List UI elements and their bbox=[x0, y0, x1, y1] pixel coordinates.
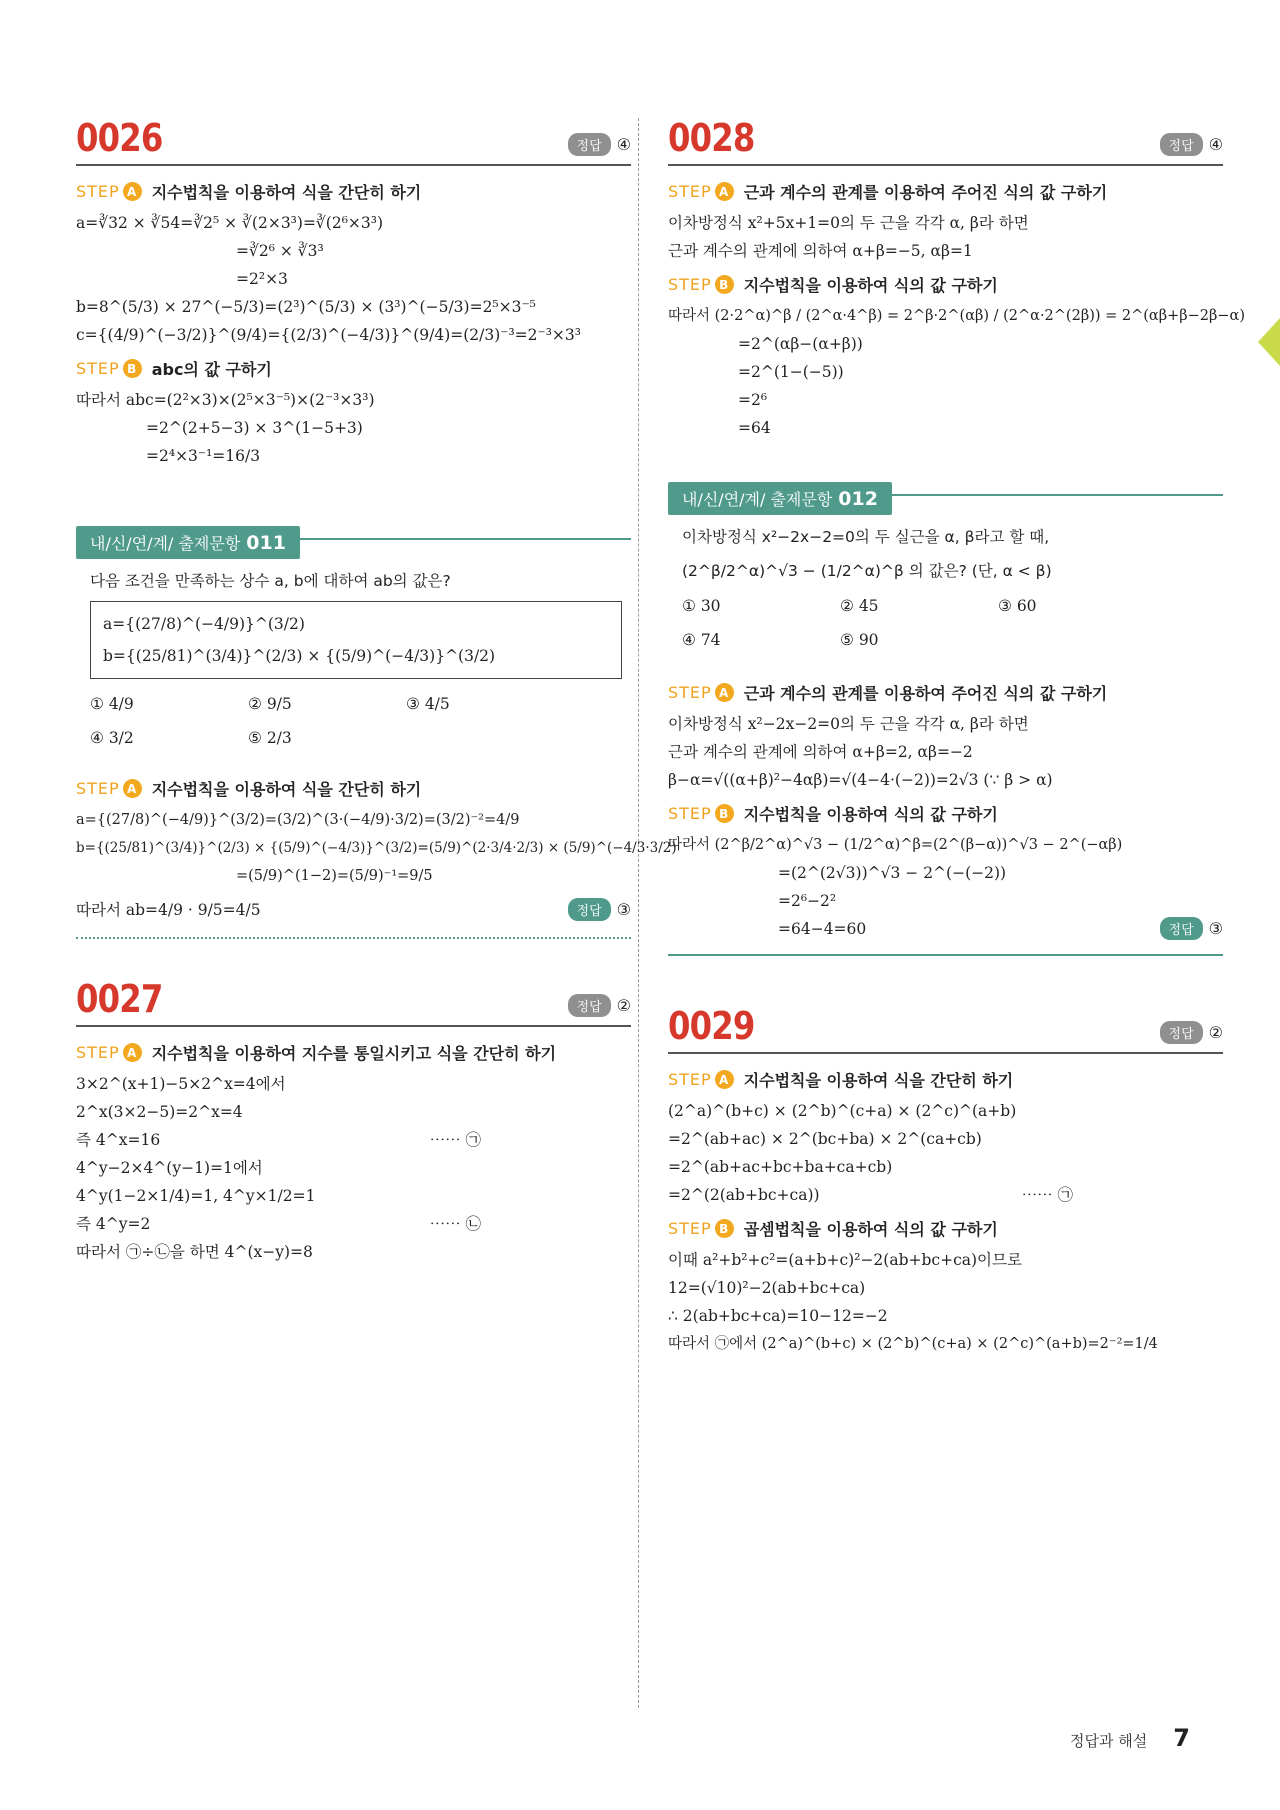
step-letter-badge: B bbox=[715, 804, 734, 823]
step-title: 지수법칙을 이용하여 식의 값 구하기 bbox=[743, 805, 998, 824]
callout-header bbox=[76, 526, 631, 559]
equation-mark: ⋯⋯ ㉠ bbox=[429, 1131, 481, 1149]
step-label bbox=[76, 359, 142, 378]
step-b-heading bbox=[76, 357, 631, 380]
math-line: =64 bbox=[738, 419, 771, 437]
problem-0028 bbox=[668, 108, 1245, 442]
choice-item: ④ 74 bbox=[682, 631, 721, 649]
step-letter-badge: A bbox=[715, 683, 734, 702]
problem-0026 bbox=[76, 108, 631, 470]
math-line: 따라서 ㉠÷㉡을 하면 4^(x−y)=8 bbox=[76, 1243, 313, 1261]
step-b-heading bbox=[668, 802, 1223, 825]
math-line: 3×2^(x+1)−5×2^x=4에서 bbox=[76, 1075, 286, 1093]
answer-label: 정답 bbox=[568, 994, 611, 1017]
page-footer bbox=[1070, 1724, 1190, 1752]
math-line: =2⁶ bbox=[738, 391, 768, 409]
answer-label: 정답 bbox=[1160, 1021, 1203, 1044]
answer-value: ④ bbox=[1208, 135, 1223, 154]
answer-value: ② bbox=[616, 996, 631, 1015]
choice-item: ③ 4/5 bbox=[406, 695, 450, 713]
problem-number: 0027 bbox=[76, 977, 163, 1021]
step-word: STEP bbox=[668, 182, 712, 201]
answer-label: 정답 bbox=[568, 133, 611, 156]
step-label bbox=[76, 1043, 142, 1062]
math-line bbox=[76, 1210, 631, 1238]
step-a-heading bbox=[668, 1068, 1223, 1091]
answer-value: ④ bbox=[616, 135, 631, 154]
math-line: =2²×3 bbox=[236, 270, 288, 288]
step-word: STEP bbox=[668, 1070, 712, 1089]
math-line: 이차방정식 x²+5x+1=0의 두 근을 각각 α, β라 하면 bbox=[668, 214, 1029, 232]
page-number: 7 bbox=[1173, 1724, 1190, 1752]
step-word: STEP bbox=[76, 182, 120, 201]
step-word: STEP bbox=[76, 359, 120, 378]
step-letter-badge: A bbox=[123, 182, 142, 201]
math-line: =∛2⁶ × ∛3³ bbox=[236, 242, 324, 260]
problem-number: 0029 bbox=[668, 1004, 755, 1048]
step-a-heading bbox=[76, 777, 631, 800]
math-line: (2^a)^(b+c) × (2^b)^(c+a) × (2^c)^(a+b) bbox=[668, 1102, 1017, 1120]
equation-mark: ⋯⋯ ㉠ bbox=[1021, 1186, 1073, 1204]
math-line: a={(27/8)^(−4/9)}^(3/2)=(3/2)^(3·(−4/9)·3/2)=(3/2)⁻²=4/9 bbox=[76, 812, 520, 828]
math-line: b=8^(5/3) × 27^(−5/3)=(2³)^(5/3) × (3³)^(−5/3)=2⁵×3⁻⁵ bbox=[76, 298, 536, 316]
math-line: a=∛32 × ∛54=∛2⁵ × ∛(2×3³)=∛(2⁶×3³) bbox=[76, 214, 384, 232]
step-letter-badge: B bbox=[123, 359, 142, 378]
step-a-heading bbox=[668, 681, 1223, 704]
math-line bbox=[668, 1181, 1223, 1209]
step-title: 지수법칙을 이용하여 식을 간단히 하기 bbox=[151, 183, 422, 202]
callout-badge bbox=[76, 526, 300, 559]
condition-b: b={(25/81)^(3/4)}^(2/3) × {(5/9)^(−4/3)}^(3/2) bbox=[103, 647, 496, 665]
step-a-heading bbox=[76, 1041, 631, 1064]
problem-0029 bbox=[668, 996, 1223, 1358]
step-title: abc의 값 구하기 bbox=[151, 360, 272, 379]
step-title: 지수법칙을 이용하여 식을 간단히 하기 bbox=[743, 1071, 1014, 1090]
step-letter-badge: B bbox=[715, 275, 734, 294]
math-text: 즉 4^x=16 bbox=[76, 1131, 161, 1149]
math-line: 따라서 ab=4/9 · 9/5=4/5 bbox=[76, 901, 261, 919]
math-line: 따라서 (2^β/2^α)^√3 − (1/2^α)^β=(2^(β−α))^√3 − 2^(−αβ) bbox=[668, 837, 1123, 853]
choice-item: ② 9/5 bbox=[248, 695, 292, 713]
step-letter-badge: B bbox=[715, 1219, 734, 1238]
math-line: =2^(1−(−5)) bbox=[738, 363, 844, 381]
math-line: =64−4=60 bbox=[778, 920, 867, 938]
answer-tag bbox=[1160, 133, 1223, 156]
math-line: 12=(√10)²−2(ab+bc+ca) bbox=[668, 1279, 866, 1297]
answer-value: ③ bbox=[1208, 919, 1223, 938]
math-line: c={(4/9)^(−3/2)}^(9/4)={(2/3)^(−4/3)}^(9/4)=(2/3)⁻³=2⁻³×3³ bbox=[76, 326, 581, 344]
problem-number: 0026 bbox=[76, 116, 163, 160]
math-text: 즉 4^y=2 bbox=[76, 1215, 151, 1233]
math-line: 2^x(3×2−5)=2^x=4 bbox=[76, 1103, 243, 1121]
step-label bbox=[668, 275, 734, 294]
math-line: 4^y(1−2×1/4)=1, 4^y×1/2=1 bbox=[76, 1187, 316, 1205]
step-label bbox=[76, 182, 142, 201]
math-line: =2^(2+5−3) × 3^(1−5+3) bbox=[146, 419, 363, 437]
step-title: 근과 계수의 관계를 이용하여 주어진 식의 값 구하기 bbox=[743, 183, 1108, 202]
side-index-tab bbox=[1258, 318, 1280, 366]
choice-item: ⑤ 90 bbox=[840, 631, 879, 649]
callout-012 bbox=[668, 482, 1223, 956]
math-line: 4^y−2×4^(y−1)=1에서 bbox=[76, 1159, 263, 1177]
step-title: 근과 계수의 관계를 이용하여 주어진 식의 값 구하기 bbox=[743, 684, 1108, 703]
callout-header bbox=[668, 482, 1223, 515]
step-title: 지수법칙을 이용하여 지수를 통일시키고 식을 간단히 하기 bbox=[151, 1044, 557, 1063]
step-label bbox=[668, 182, 734, 201]
math-line: 따라서 ㉠에서 (2^a)^(b+c) × (2^b)^(c+a) × (2^c)^(a+b)=2⁻²=1/4 bbox=[668, 1336, 1158, 1352]
problem-header bbox=[668, 996, 1223, 1054]
math-line: =2^(ab+ac+bc+ba+ca+cb) bbox=[668, 1158, 893, 1176]
math-line: 따라서 abc=(2²×3)×(2⁵×3⁻⁵)×(2⁻³×3³) bbox=[76, 391, 375, 409]
choice-item: ④ 3/2 bbox=[90, 729, 134, 747]
step-word: STEP bbox=[668, 275, 712, 294]
step-label bbox=[668, 683, 734, 702]
callout-title: 내/신/연/계/ 출제문항 bbox=[682, 490, 833, 509]
callout-011 bbox=[76, 526, 677, 939]
math-line: 이때 a²+b²+c²=(a+b+c)²−2(ab+bc+ca)이므로 bbox=[668, 1251, 1022, 1269]
choice-item: ② 45 bbox=[840, 597, 879, 615]
math-line: =2^(αβ−(α+β)) bbox=[738, 335, 863, 353]
answer-tag bbox=[568, 133, 631, 156]
step-word: STEP bbox=[668, 683, 712, 702]
answer-tag bbox=[1160, 1021, 1223, 1044]
step-label bbox=[668, 1219, 734, 1238]
step-word: STEP bbox=[668, 1219, 712, 1238]
step-a-heading bbox=[76, 180, 631, 203]
step-label bbox=[668, 804, 734, 823]
math-line: 이차방정식 x²−2x−2=0의 두 근을 각각 α, β라 하면 bbox=[668, 715, 1029, 733]
column-divider bbox=[638, 118, 639, 1708]
answer-value: ③ bbox=[616, 900, 631, 919]
right-column bbox=[668, 108, 1245, 1358]
callout-title: 내/신/연/계/ 출제문항 bbox=[90, 534, 241, 553]
answer-label: 정답 bbox=[568, 898, 611, 921]
math-line: =2^(ab+ac) × 2^(bc+ba) × 2^(ca+cb) bbox=[668, 1130, 982, 1148]
callout-badge bbox=[668, 482, 892, 515]
left-column bbox=[76, 108, 677, 1266]
choice-list bbox=[90, 689, 631, 753]
step-a-heading bbox=[668, 180, 1223, 203]
answer-tag bbox=[668, 917, 1223, 940]
answer-tag bbox=[568, 994, 631, 1017]
callout-number: 011 bbox=[246, 531, 286, 554]
choice-item: ③ 60 bbox=[998, 597, 1037, 615]
step-letter-badge: A bbox=[123, 1043, 142, 1062]
equation-mark: ⋯⋯ ㉡ bbox=[429, 1215, 481, 1233]
answer-value: ② bbox=[1208, 1023, 1223, 1042]
step-b-heading bbox=[668, 273, 1223, 296]
problem-header bbox=[668, 108, 1223, 166]
step-word: STEP bbox=[76, 1043, 120, 1062]
step-letter-badge: A bbox=[715, 182, 734, 201]
step-letter-badge: A bbox=[715, 1070, 734, 1089]
math-line: =2⁴×3⁻¹=16/3 bbox=[146, 447, 261, 465]
callout-number: 012 bbox=[838, 487, 878, 510]
math-line: 따라서 (2·2^α)^β / (2^α·4^β) = 2^β·2^(αβ) / (2^α·2^(2β)) = 2^(αβ+β−2β−α) bbox=[668, 308, 1245, 324]
condition-a: a={(27/8)^(−4/9)}^(3/2) bbox=[103, 615, 305, 633]
math-line: β−α=√((α+β)²−4αβ)=√(4−4·(−2))=2√3 (∵ β > α) bbox=[668, 771, 1053, 789]
problem-header bbox=[76, 969, 631, 1027]
step-label bbox=[76, 779, 142, 798]
footer-label: 정답과 해설 bbox=[1070, 1732, 1148, 1750]
problem-0027 bbox=[76, 969, 631, 1266]
answer-label: 정답 bbox=[1160, 133, 1203, 156]
question-text: 이차방정식 x²−2x−2=0의 두 실근을 α, β라고 할 때, bbox=[682, 528, 1050, 546]
choice-item: ① 4/9 bbox=[90, 695, 134, 713]
problem-number: 0028 bbox=[668, 116, 755, 160]
math-line bbox=[76, 1126, 631, 1154]
step-title: 지수법칙을 이용하여 식의 값 구하기 bbox=[743, 276, 998, 295]
math-line: =2⁶−2² bbox=[778, 892, 837, 910]
math-line: b={(25/81)^(3/4)}^(2/3) × {(5/9)^(−4/3)}^(3/2)=(5/9)^(2·3/4·2/3) × (5/9)^(−4/3·3/2) bbox=[76, 840, 677, 856]
step-title: 곱셈법칙을 이용하여 식의 값 구하기 bbox=[743, 1220, 998, 1239]
problem-header bbox=[76, 108, 631, 166]
question-text: 다음 조건을 만족하는 상수 a, b에 대하여 ab의 값은? bbox=[90, 572, 451, 590]
step-b-heading bbox=[668, 1217, 1223, 1240]
math-line: 근과 계수의 관계에 의하여 α+β=2, αβ=−2 bbox=[668, 743, 973, 761]
condition-box bbox=[90, 601, 622, 679]
step-word: STEP bbox=[76, 779, 120, 798]
answer-label: 정답 bbox=[1160, 917, 1203, 940]
question-text: (2^β/2^α)^√3 − (1/2^α)^β 의 값은? (단, α < β) bbox=[682, 562, 1052, 580]
choice-item: ⑤ 2/3 bbox=[248, 729, 292, 747]
math-line: ∴ 2(ab+bc+ca)=10−12=−2 bbox=[668, 1307, 888, 1325]
math-text: =2^(2(ab+bc+ca)) bbox=[668, 1186, 820, 1204]
choice-item: ① 30 bbox=[682, 597, 721, 615]
math-line: 근과 계수의 관계에 의하여 α+β=−5, αβ=1 bbox=[668, 242, 973, 260]
choice-list bbox=[682, 591, 1223, 655]
math-line: =(5/9)^(1−2)=(5/9)⁻¹=9/5 bbox=[236, 868, 433, 884]
step-letter-badge: A bbox=[123, 779, 142, 798]
step-label bbox=[668, 1070, 734, 1089]
step-word: STEP bbox=[668, 804, 712, 823]
step-title: 지수법칙을 이용하여 식을 간단히 하기 bbox=[151, 780, 422, 799]
math-line: =(2^(2√3))^√3 − 2^(−(−2)) bbox=[778, 864, 1007, 882]
